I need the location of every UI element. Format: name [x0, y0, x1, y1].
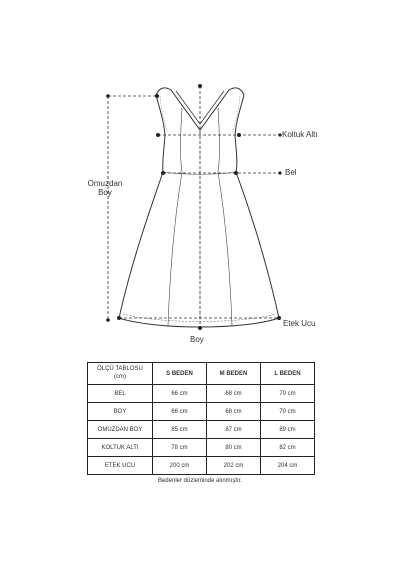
table-cell: 66 cm: [153, 403, 207, 421]
omuzdan-boy-dot-shoulder: [155, 94, 159, 98]
boy-dot-top: [198, 84, 202, 88]
table-row: [88, 421, 315, 439]
label-omuzdan-boy-line1: Omuzdan: [87, 179, 123, 188]
table-cell: 87 cm: [207, 421, 261, 439]
table-cell: 78 cm: [153, 439, 207, 457]
bel-dot-end: [278, 171, 281, 174]
row-label: ETEK UCU: [88, 457, 153, 475]
table-cell: 200 cm: [153, 457, 207, 475]
koltuk-alti-dot-right: [237, 133, 241, 137]
size-header-l: L BEDEN: [261, 363, 315, 385]
table-row: [88, 403, 315, 421]
row-label: BOY: [88, 403, 153, 421]
table-cell: 68 cm: [207, 403, 261, 421]
table-row: [88, 439, 315, 457]
size-table-unit: (cm): [114, 373, 126, 380]
label-omuzdan-boy-line2: Boy: [98, 187, 112, 197]
table-cell: 204 cm: [261, 457, 315, 475]
koltuk-alti-dot-left: [156, 133, 160, 137]
row-label: BEL: [88, 385, 153, 403]
table-cell: 68 cm: [207, 385, 261, 403]
dress-outline: [119, 88, 279, 327]
row-label: KOLTUK ALTI: [88, 439, 153, 457]
size-table-title: ÖLÇÜ TABLOSU: [97, 366, 143, 372]
table-cell: 89 cm: [261, 421, 315, 439]
measurement-note: Bedenler düzleminde alınmıştır.: [157, 478, 243, 484]
size-header-m: M BEDEN: [207, 363, 261, 385]
omuzdan-boy-dot-top: [106, 94, 110, 98]
size-table: [87, 362, 315, 475]
label-boy: Boy: [190, 335, 204, 344]
table-row: [88, 385, 315, 403]
table-cell: 66 cm: [153, 385, 207, 403]
label-bel: Bel: [285, 168, 297, 177]
label-koltuk-alti: Koltuk Altı: [282, 130, 318, 139]
table-cell: 70 cm: [261, 385, 315, 403]
size-header-s: S BEDEN: [153, 363, 207, 385]
row-label: OMUZDAN BOY: [88, 421, 153, 439]
omuzdan-boy-dot-bottom: [106, 318, 110, 322]
table-cell: 70 cm: [261, 403, 315, 421]
table-row: [88, 457, 315, 475]
label-etek-ucu: Etek Ucu: [283, 319, 316, 328]
table-cell: 82 cm: [261, 439, 315, 457]
table-cell: 202 cm: [207, 457, 261, 475]
table-cell: 85 cm: [153, 421, 207, 439]
boy-dot-bottom: [198, 326, 202, 330]
bel-dot-left: [161, 171, 165, 175]
table-cell: 80 cm: [207, 439, 261, 457]
etek-ucu-dot-right: [277, 316, 281, 320]
size-table-header-title: [88, 363, 153, 385]
bel-dot-right: [234, 171, 238, 175]
label-omuzdan-boy: [78, 180, 132, 198]
etek-ucu-dot-left: [117, 316, 121, 320]
size-table-header: [88, 363, 315, 385]
